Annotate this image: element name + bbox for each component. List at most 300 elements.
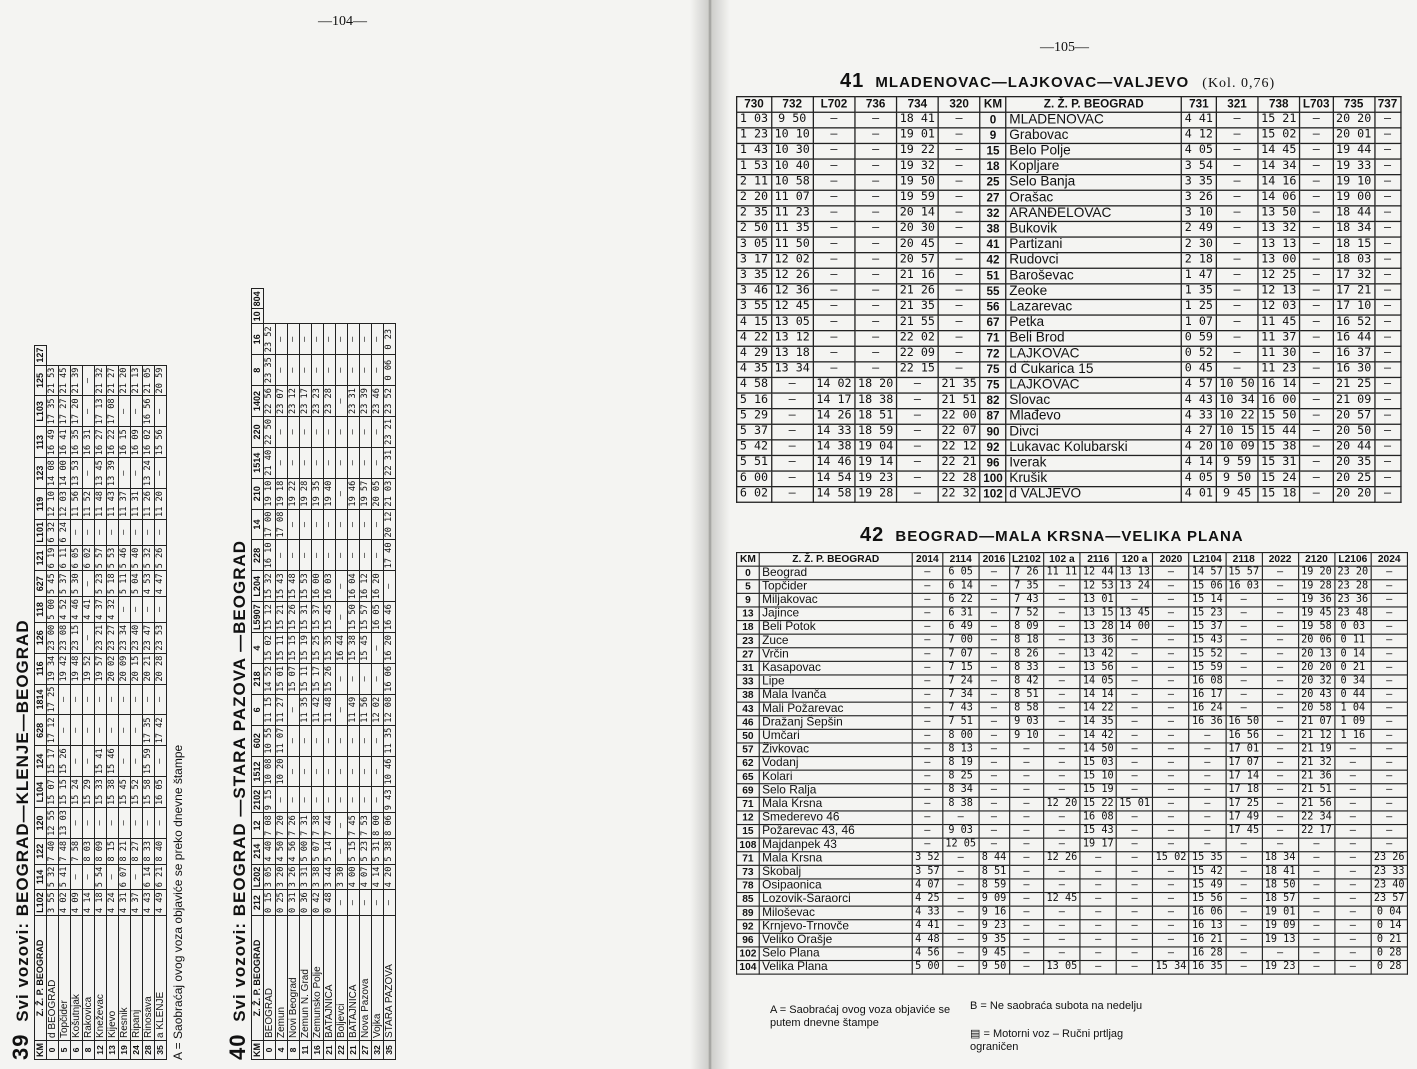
time-cell: 12 55 xyxy=(47,808,59,839)
table-row xyxy=(737,661,1408,675)
time-cell: — xyxy=(1153,743,1189,757)
time-cell: 20 01 xyxy=(1333,128,1375,144)
column-header: KM xyxy=(980,97,1006,113)
time-cell: — xyxy=(348,725,360,756)
table-row xyxy=(737,253,1401,269)
column-header: 122 xyxy=(35,838,47,864)
time-cell: 19 22 xyxy=(897,143,939,159)
time-cell: — xyxy=(1375,455,1401,471)
table-row xyxy=(737,634,1408,648)
time-cell: 16 17 xyxy=(1189,689,1225,703)
time-cell: 10 08 xyxy=(264,756,276,787)
time-cell: 5 30 xyxy=(71,571,83,597)
time-cell: 5 00 xyxy=(47,597,59,623)
time-cell: 15 58 xyxy=(143,777,155,808)
time-cell: — xyxy=(288,725,300,756)
time-cell: 15 19 xyxy=(300,633,312,664)
time-cell: 19 23 xyxy=(1262,961,1298,975)
footnotes xyxy=(770,1000,1410,1060)
time-cell: 16 00 xyxy=(312,571,324,602)
table-row xyxy=(737,865,1408,879)
time-cell: 15 50 xyxy=(1258,409,1300,425)
column-header: 731 xyxy=(1181,97,1216,113)
table-row xyxy=(737,128,1401,144)
time-cell: — xyxy=(1044,634,1080,648)
time-cell: 16 44 xyxy=(336,633,348,664)
time-cell: — xyxy=(119,808,131,839)
time-cell: 4 37 xyxy=(131,890,143,916)
time-cell: — xyxy=(1300,299,1333,315)
km-cell: 71 xyxy=(980,331,1006,347)
table-row xyxy=(737,852,1408,866)
time-cell: 18 03 xyxy=(1333,253,1375,269)
time-cell: 15 26 xyxy=(324,663,336,694)
station-cell: Mala Krsna xyxy=(759,852,912,866)
km-cell: 55 xyxy=(980,284,1006,300)
time-cell: 15 29 xyxy=(83,777,95,808)
time-cell: 0 45 xyxy=(1181,362,1216,378)
time-cell: 12 13 xyxy=(1258,284,1300,300)
time-cell: 2 49 xyxy=(1181,221,1216,237)
column-header: 1514 xyxy=(252,447,264,478)
time-cell: — xyxy=(855,253,897,269)
time-cell: 12 26 xyxy=(771,268,813,284)
time-cell: 16 10 xyxy=(264,540,276,571)
time-cell: — xyxy=(1116,879,1152,893)
time-cell: 20 59 xyxy=(155,365,167,396)
time-cell: 16 08 xyxy=(1189,675,1225,689)
table-row xyxy=(264,289,276,1060)
time-cell: — xyxy=(979,811,1009,825)
time-cell: — xyxy=(59,715,71,746)
time-cell: — xyxy=(938,237,980,253)
time-cell: — xyxy=(855,237,897,253)
time-cell: 15 35 xyxy=(324,633,336,664)
time-cell: — xyxy=(1009,838,1044,852)
time-cell: — xyxy=(1375,393,1401,409)
time-cell: 15 34 xyxy=(1153,961,1189,975)
time-cell: — xyxy=(855,268,897,284)
time-cell: — xyxy=(1116,634,1152,648)
time-cell: 13 13 xyxy=(1116,566,1152,580)
time-cell: 19 40 xyxy=(324,478,336,509)
time-cell: — xyxy=(1009,920,1044,934)
time-cell: 4 12 xyxy=(1181,128,1216,144)
column-header: 2118 xyxy=(1226,553,1262,567)
station-cell: Mala Ivanča xyxy=(759,689,912,703)
time-cell: 18 41 xyxy=(1262,865,1298,879)
time-cell: — xyxy=(1153,947,1189,961)
time-cell: — xyxy=(1300,471,1333,487)
time-cell: 17 07 xyxy=(1226,757,1262,771)
time-cell: — xyxy=(384,890,396,916)
time-cell: — xyxy=(1262,811,1298,825)
time-cell: 4 25 xyxy=(912,893,942,907)
time-cell: 20 32 xyxy=(1298,675,1334,689)
time-cell: — xyxy=(855,112,897,128)
station-cell: MLADENOVAC xyxy=(1006,112,1182,128)
time-cell: 5 00 xyxy=(912,961,942,975)
time-cell: 15 52 xyxy=(131,777,143,808)
timetable-40 xyxy=(251,288,396,1060)
km-cell: 12 xyxy=(95,1041,107,1060)
time-cell: — xyxy=(1226,865,1262,879)
station-cell: Miloševac xyxy=(759,906,912,920)
time-cell: — xyxy=(1189,757,1225,771)
time-cell: — xyxy=(1044,770,1080,784)
time-cell: — xyxy=(1009,797,1044,811)
time-cell: — xyxy=(1300,487,1333,503)
time-cell: 4 58 xyxy=(737,377,772,393)
time-cell: 8 58 xyxy=(1009,702,1044,716)
time-cell: — xyxy=(95,808,107,839)
time-cell: 15 56 xyxy=(1189,893,1225,907)
time-cell: — xyxy=(1153,825,1189,839)
time-cell: 15 26 xyxy=(59,746,71,777)
time-cell: 15 57 xyxy=(1226,566,1262,580)
time-cell: — xyxy=(1116,702,1152,716)
time-cell: 5 42 xyxy=(737,440,772,456)
time-cell: — xyxy=(1153,933,1189,947)
time-cell: — xyxy=(855,221,897,237)
time-cell: 14 06 xyxy=(1258,190,1300,206)
table-41-title xyxy=(840,70,1275,93)
column-header: L703 xyxy=(1300,97,1333,113)
time-cell: 19 01 xyxy=(1262,906,1298,920)
time-cell: — xyxy=(71,746,83,777)
time-cell: — xyxy=(1300,221,1333,237)
station-cell: Grabovac xyxy=(1006,128,1182,144)
table-row xyxy=(59,345,71,1059)
time-cell: 4 47 xyxy=(155,571,167,597)
time-cell: 15 22 xyxy=(1080,797,1116,811)
time-cell: 13 45 xyxy=(1116,607,1152,621)
time-cell: 20 14 xyxy=(897,206,939,222)
time-cell: — xyxy=(1009,825,1044,839)
time-cell: — xyxy=(1335,879,1371,893)
time-cell: 17 25 xyxy=(47,684,59,715)
time-cell: — xyxy=(897,455,939,471)
time-cell: — xyxy=(1371,838,1407,852)
time-cell: — xyxy=(1189,811,1225,825)
time-cell: — xyxy=(372,633,384,664)
time-cell: — xyxy=(1298,893,1334,907)
time-cell: — xyxy=(372,447,384,478)
km-cell: 27 xyxy=(360,1041,372,1060)
time-cell: — xyxy=(1226,634,1262,648)
time-cell: — xyxy=(979,770,1009,784)
column-header: 627 xyxy=(35,571,47,597)
km-cell: 27 xyxy=(737,648,760,662)
time-cell: — xyxy=(942,961,978,975)
time-cell: 15 15 xyxy=(59,777,71,808)
time-cell: 19 23 xyxy=(855,471,897,487)
time-cell: — xyxy=(1216,143,1258,159)
table-row xyxy=(737,206,1401,222)
time-cell: 20 28 xyxy=(155,653,167,684)
time-cell: 20 06 xyxy=(1298,634,1334,648)
time-cell: — xyxy=(912,621,942,635)
time-cell: — xyxy=(1116,838,1152,852)
time-cell: — xyxy=(1189,770,1225,784)
column-header: KM xyxy=(737,553,760,567)
time-cell: 15 53 xyxy=(300,571,312,602)
time-cell: — xyxy=(312,324,324,355)
time-cell: 14 45 xyxy=(1258,143,1300,159)
time-cell: 23 00 xyxy=(47,622,59,653)
time-cell: — xyxy=(83,684,95,715)
time-cell: 23 53 xyxy=(155,622,167,653)
column-header: 10 xyxy=(252,309,264,324)
time-cell: — xyxy=(1153,920,1189,934)
table-39-note: A = Saobraćaj ovog voza objaviće se preko dnevne štampe xyxy=(171,744,185,1060)
time-cell: 6 00 xyxy=(737,471,772,487)
time-cell: — xyxy=(1116,811,1152,825)
time-cell: — xyxy=(1044,675,1080,689)
time-cell: — xyxy=(1044,593,1080,607)
time-cell: 23 23 xyxy=(312,386,324,417)
table-row xyxy=(737,743,1408,757)
time-cell: — xyxy=(1226,675,1262,689)
time-cell: 16 52 xyxy=(1333,315,1375,331)
time-cell: — xyxy=(1335,757,1371,771)
table-row xyxy=(737,455,1401,471)
time-cell: — xyxy=(348,663,360,694)
time-cell: — xyxy=(288,540,300,571)
column-header: 8 xyxy=(252,355,264,386)
time-cell: 15 49 xyxy=(1189,879,1225,893)
km-cell: 72 xyxy=(980,346,1006,362)
km-cell: 38 xyxy=(980,221,1006,237)
time-cell: 5 40 xyxy=(131,545,143,571)
time-cell: — xyxy=(1044,784,1080,798)
time-cell: — xyxy=(938,128,980,144)
column-header: 118 xyxy=(35,597,47,623)
time-cell: 4 14 xyxy=(1181,455,1216,471)
time-cell: 0 52 xyxy=(1181,346,1216,362)
table-40-number: 40 xyxy=(225,1033,250,1060)
time-cell: — xyxy=(119,519,131,545)
km-cell: 42 xyxy=(980,253,1006,269)
time-cell: 1 53 xyxy=(737,159,772,175)
time-cell: 4 14 xyxy=(83,890,95,916)
time-cell: 5 11 xyxy=(119,571,131,597)
time-cell: 1 09 xyxy=(1335,716,1371,730)
time-cell: — xyxy=(131,715,143,746)
time-cell: — xyxy=(324,509,336,540)
time-cell: — xyxy=(1375,143,1401,159)
time-cell: 20 35 xyxy=(1333,455,1375,471)
time-cell: 22 28 xyxy=(938,471,980,487)
time-cell: 12 44 xyxy=(1080,566,1116,580)
time-cell: — xyxy=(1153,906,1189,920)
time-cell: 21 51 xyxy=(938,393,980,409)
time-cell: 15 33 xyxy=(95,777,107,808)
time-cell: 21 13 xyxy=(131,365,143,396)
time-cell: — xyxy=(360,540,372,571)
column-header: 119 xyxy=(35,489,47,520)
time-cell: — xyxy=(1216,284,1258,300)
time-cell: — xyxy=(131,519,143,545)
time-cell: — xyxy=(1371,593,1407,607)
time-cell: 4 27 xyxy=(1181,424,1216,440)
time-cell: — xyxy=(1375,299,1401,315)
time-cell: 19 22 xyxy=(288,478,300,509)
time-cell: — xyxy=(360,756,372,787)
time-cell: — xyxy=(1335,797,1371,811)
km-cell: 8 xyxy=(83,1041,95,1060)
time-cell: 15 50 xyxy=(348,602,360,633)
time-cell: — xyxy=(1153,634,1189,648)
time-cell: — xyxy=(1216,112,1258,128)
time-cell: — xyxy=(938,159,980,175)
time-cell: — xyxy=(813,299,855,315)
time-cell: — xyxy=(1044,825,1080,839)
time-cell: 4 33 xyxy=(1181,409,1216,425)
time-cell: 7 00 xyxy=(942,634,978,648)
time-cell: 8 21 xyxy=(119,838,131,864)
km-cell: 90 xyxy=(980,424,1006,440)
km-cell: 12 xyxy=(737,811,760,825)
column-header: 628 xyxy=(35,715,47,746)
time-cell: — xyxy=(1371,757,1407,771)
time-cell: 1 07 xyxy=(1181,315,1216,331)
time-cell: — xyxy=(336,813,348,839)
table-row xyxy=(737,487,1401,503)
table-row xyxy=(312,289,324,1060)
time-cell: — xyxy=(1375,206,1401,222)
station-cell: Mala Krsna xyxy=(759,797,912,811)
time-cell: 17 42 xyxy=(155,715,167,746)
time-cell: 15 21 xyxy=(1258,112,1300,128)
table-row xyxy=(155,345,167,1059)
time-cell: — xyxy=(1153,675,1189,689)
km-cell: 0 xyxy=(737,566,760,580)
column-header: KM xyxy=(35,1041,47,1060)
km-cell: 33 xyxy=(737,675,760,689)
km-cell: 15 xyxy=(737,825,760,839)
table-40-title xyxy=(225,30,251,1060)
table-header-row xyxy=(35,345,47,1059)
time-cell: 19 17 xyxy=(1080,838,1116,852)
time-cell: 16 35 xyxy=(71,427,83,458)
time-cell: — xyxy=(1335,852,1371,866)
time-cell: — xyxy=(1300,112,1333,128)
footnote-a: A = Saobraćaj ovog voza objaviće se putem dnevne štampe xyxy=(770,1004,951,1029)
time-cell: 16 20 xyxy=(372,571,384,602)
time-cell: — xyxy=(1335,893,1371,907)
time-cell: 16 06 xyxy=(1189,906,1225,920)
station-cell: Belo Polje xyxy=(1006,143,1182,159)
time-cell: — xyxy=(813,221,855,237)
time-cell: — xyxy=(1298,947,1334,961)
time-cell: 15 43 xyxy=(276,571,288,602)
time-cell: 15 15 xyxy=(288,633,300,664)
station-cell: Kopljare xyxy=(1006,159,1182,175)
time-cell: — xyxy=(912,825,942,839)
time-cell: 17 25 xyxy=(1226,797,1262,811)
time-cell: — xyxy=(1335,825,1371,839)
time-cell: 6 32 xyxy=(47,519,59,545)
table-row xyxy=(348,289,360,1060)
time-cell: 5 15 xyxy=(348,838,360,864)
time-cell: 16 21 xyxy=(1189,933,1225,947)
station-cell: Rudovci xyxy=(1006,253,1182,269)
table-39-title xyxy=(8,30,34,1060)
time-cell: 17 13 xyxy=(95,396,107,427)
column-header: 102 a xyxy=(1044,553,1080,567)
time-cell: — xyxy=(1080,961,1116,975)
time-cell: 8 00 xyxy=(372,813,384,839)
time-cell: 4 41 xyxy=(83,597,95,623)
time-cell: — xyxy=(336,663,348,694)
time-cell: — xyxy=(1300,159,1333,175)
time-cell: — xyxy=(1116,825,1152,839)
time-cell: — xyxy=(942,879,978,893)
time-cell: — xyxy=(300,725,312,756)
time-cell: — xyxy=(276,416,288,447)
time-cell: — xyxy=(1298,933,1334,947)
station-cell: Lazarevac xyxy=(1006,299,1182,315)
time-cell: 20 12 xyxy=(384,509,396,540)
time-cell: — xyxy=(855,206,897,222)
time-cell: — xyxy=(855,175,897,191)
time-cell: 12 26 xyxy=(1044,852,1080,866)
time-cell: — xyxy=(1226,689,1262,703)
time-cell: 23 28 xyxy=(1335,580,1371,594)
time-cell: — xyxy=(1044,920,1080,934)
time-cell: 16 15 xyxy=(119,427,131,458)
time-cell: — xyxy=(1262,825,1298,839)
table-row xyxy=(737,811,1408,825)
time-cell: 0 14 xyxy=(1335,648,1371,662)
time-cell: 11 35 xyxy=(771,221,813,237)
time-cell: 2 18 xyxy=(1181,253,1216,269)
km-cell: 56 xyxy=(980,299,1006,315)
time-cell: 4 05 xyxy=(1181,471,1216,487)
time-cell: — xyxy=(1226,852,1262,866)
time-cell: — xyxy=(1300,143,1333,159)
column-header: 737 xyxy=(1375,97,1401,113)
time-cell: 21 55 xyxy=(897,315,939,331)
time-cell: 11 15 xyxy=(264,694,276,725)
time-cell: — xyxy=(276,324,288,355)
time-cell: — xyxy=(372,416,384,447)
time-cell: — xyxy=(336,416,348,447)
time-cell: — xyxy=(1335,933,1371,947)
station-cell: BEOGRAD xyxy=(264,916,276,1041)
km-cell: 13 xyxy=(107,1041,119,1060)
time-cell: — xyxy=(83,396,95,427)
time-cell: 3 05 xyxy=(264,864,276,890)
time-cell: — xyxy=(912,661,942,675)
time-cell: — xyxy=(1298,961,1334,975)
time-cell: 11 48 xyxy=(324,694,336,725)
footnote-c xyxy=(970,1028,1160,1054)
time-cell: 19 42 xyxy=(59,653,71,684)
time-cell: 6 02 xyxy=(737,487,772,503)
time-cell: 9 10 xyxy=(1009,729,1044,743)
time-cell: 13 36 xyxy=(1080,634,1116,648)
time-cell: — xyxy=(348,787,360,813)
time-cell: 20 21 xyxy=(143,653,155,684)
column-header: L2106 xyxy=(1335,553,1371,567)
time-cell: 18 59 xyxy=(855,424,897,440)
time-cell: — xyxy=(1371,621,1407,635)
time-cell: 5 29 xyxy=(737,409,772,425)
time-cell: 17 10 xyxy=(1333,299,1375,315)
column-header: 116 xyxy=(35,653,47,684)
